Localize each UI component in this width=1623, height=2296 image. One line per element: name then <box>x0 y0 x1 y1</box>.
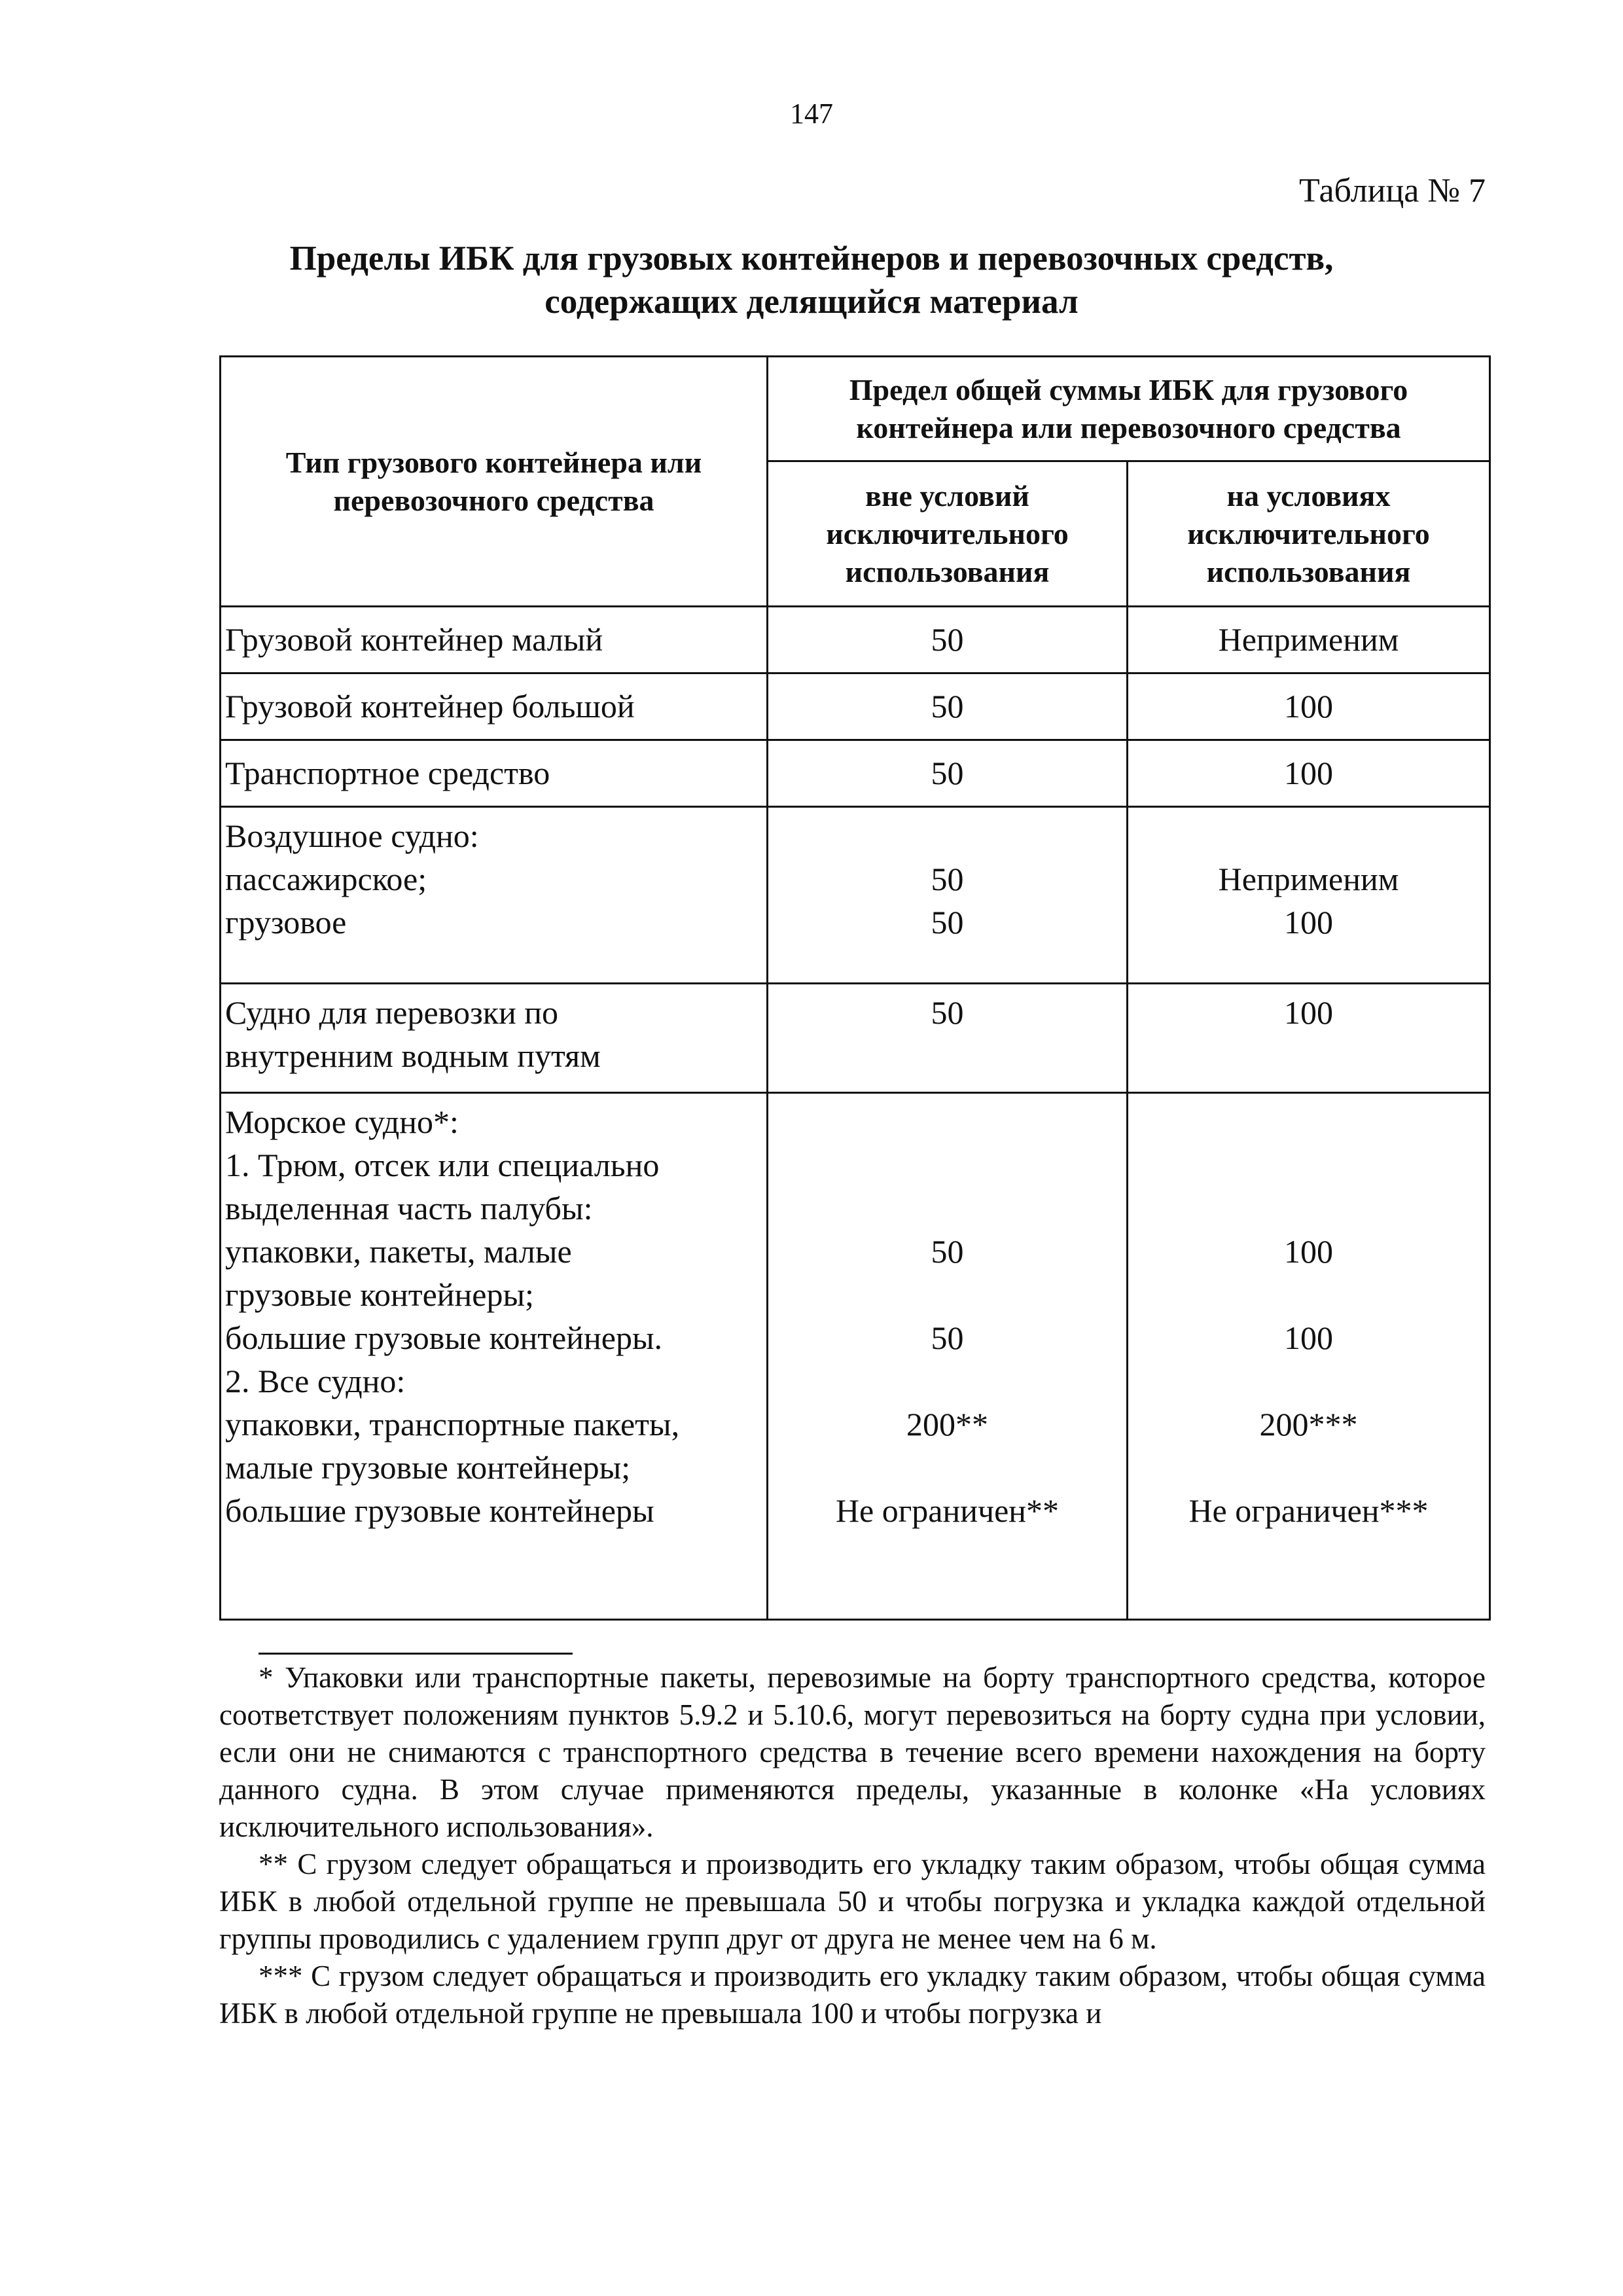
cell-line <box>772 1143 1122 1187</box>
cell-line <box>1132 1100 1485 1143</box>
footnote-divider <box>259 1653 573 1655</box>
cell-line <box>772 1100 1122 1143</box>
table-cell-type <box>221 673 768 740</box>
cell-line: Не ограничен** <box>835 1492 1060 1529</box>
cell-line <box>1132 1446 1485 1489</box>
table-cell-non-exclusive <box>768 807 1128 984</box>
cell-line: 200*** <box>1259 1406 1358 1443</box>
cell-line: 50 <box>931 621 964 658</box>
cell-line: малые грузовые контейнеры; <box>225 1449 631 1486</box>
cell-line: Неприменим <box>1218 621 1399 658</box>
table-cell-exclusive <box>1128 740 1490 807</box>
table-row <box>221 1093 1490 1620</box>
cell-line: 50 <box>931 1319 964 1356</box>
footnote-2: ** С грузом следует обращаться и производить его укладку таким образом, чтобы общая сумма ИБК в любой отдельной группе не превышала 50 и чтобы погрузка и укладка каждой отдельной группы проводились с удалением групп друг от друга не менее чем на 6 м. <box>219 1848 1486 1955</box>
cell-line: 50 <box>931 994 964 1031</box>
title-line-2: содержащих делящийся материал <box>544 283 1079 321</box>
cell-line: грузовые контейнеры; <box>225 1276 534 1313</box>
cell-line: грузовое <box>225 904 347 941</box>
cell-line <box>772 1273 1122 1316</box>
document-title <box>0 237 1623 323</box>
header-non-exclusive: вне условий исключительного использования <box>768 461 1128 607</box>
table-cell-exclusive <box>1128 984 1490 1093</box>
header-container-type: Тип грузового контейнера или перевозочного средства <box>221 357 768 607</box>
table-cell-type <box>221 807 768 984</box>
cell-line: Грузовой контейнер большой <box>225 688 635 725</box>
cell-line: 50 <box>931 904 964 941</box>
table-row <box>221 807 1490 984</box>
cell-line <box>1132 1359 1485 1403</box>
cell-line: 100 <box>1284 1319 1333 1356</box>
footnotes <box>219 1659 1486 2032</box>
cell-line: 50 <box>931 1233 964 1270</box>
cell-line <box>772 1034 1122 1077</box>
cell-line: Судно для перевозки по <box>225 994 559 1031</box>
cell-line: 100 <box>1284 904 1333 941</box>
cell-line: 50 <box>931 861 964 897</box>
table-cell-exclusive <box>1128 673 1490 740</box>
cell-line <box>1132 1187 1485 1230</box>
cell-line <box>1132 814 1485 857</box>
table-cell-non-exclusive <box>768 607 1128 673</box>
cell-line: Воздушное судно: <box>225 817 479 854</box>
cell-line: упаковки, транспортные пакеты, <box>225 1406 680 1443</box>
title-line-1: Пределы ИБК для грузовых контейнеров и перевозочных средств, <box>289 240 1334 278</box>
table-cell-type <box>221 1093 768 1620</box>
cell-line: 200** <box>906 1406 988 1443</box>
cell-line: Неприменим <box>1218 861 1399 897</box>
cell-line <box>1132 1143 1485 1187</box>
cell-line: выделенная часть палубы: <box>225 1190 593 1227</box>
cell-line: внутренним водным путям <box>225 1037 601 1074</box>
table-row <box>221 740 1490 807</box>
table-cell-exclusive <box>1128 607 1490 673</box>
table-cell-non-exclusive <box>768 984 1128 1093</box>
cell-line: Морское судно*: <box>225 1103 459 1140</box>
ibk-limits-table <box>219 355 1491 1621</box>
cell-line: Не ограничен*** <box>1188 1492 1429 1529</box>
header-row-1 <box>221 357 1490 461</box>
cell-line: большие грузовые контейнеры. <box>225 1319 663 1356</box>
table-cell-type <box>221 984 768 1093</box>
header-limit-group: Предел общей суммы ИБК для грузового контейнера или перевозочного средства <box>768 357 1490 461</box>
cell-line: большие грузовые контейнеры <box>225 1492 654 1529</box>
table-cell-type <box>221 740 768 807</box>
table-row <box>221 673 1490 740</box>
table-cell-type <box>221 607 768 673</box>
cell-line <box>1132 1273 1485 1316</box>
cell-line: 50 <box>931 755 964 791</box>
cell-line: пассажирское; <box>225 861 427 897</box>
cell-line: 100 <box>1284 755 1333 791</box>
cell-line <box>772 1446 1122 1489</box>
header-exclusive: на условиях исключительного использования <box>1128 461 1490 607</box>
cell-line: 2. Все судно: <box>225 1363 406 1399</box>
cell-line: Транспортное средство <box>225 755 550 791</box>
cell-line: упаковки, пакеты, малые <box>225 1233 572 1270</box>
footnote-1: * Упаковки или транспортные пакеты, перевозимые на борту транспортного средства, которое соответствует положениям пунктов 5.9.2 и 5.10.6, могут перевозиться на борту судна при условии, если они не снимаются с транспортного средства в течение всего времени нахождения на борту данного судна. В этом случае применяются пределы, указанные в колонке «На условиях исключительного использования». <box>219 1661 1486 1843</box>
table-cell-exclusive <box>1128 807 1490 984</box>
cell-line: 1. Трюм, отсек или специально <box>225 1147 660 1183</box>
table-row <box>221 607 1490 673</box>
table-cell-non-exclusive <box>768 1093 1128 1620</box>
cell-line <box>772 1187 1122 1230</box>
cell-line <box>772 814 1122 857</box>
table-body <box>221 607 1490 1620</box>
table-cell-non-exclusive <box>768 740 1128 807</box>
cell-line: 100 <box>1284 688 1333 725</box>
page-number: 147 <box>790 98 833 130</box>
cell-line <box>1132 1034 1485 1077</box>
table-label: Таблица № 7 <box>1298 172 1486 209</box>
table-cell-non-exclusive <box>768 673 1128 740</box>
cell-line: 50 <box>931 688 964 725</box>
cell-line: 100 <box>1284 994 1333 1031</box>
cell-line: Грузовой контейнер малый <box>225 621 603 658</box>
cell-line: 100 <box>1284 1233 1333 1270</box>
footnote-3: *** С грузом следует обращаться и производить его укладку таким образом, чтобы общая сумма ИБК в любой отдельной группе не превышала 100 и чтобы погрузка и <box>219 1960 1486 2030</box>
table-cell-exclusive <box>1128 1093 1490 1620</box>
table-row <box>221 984 1490 1093</box>
cell-line <box>772 1359 1122 1403</box>
